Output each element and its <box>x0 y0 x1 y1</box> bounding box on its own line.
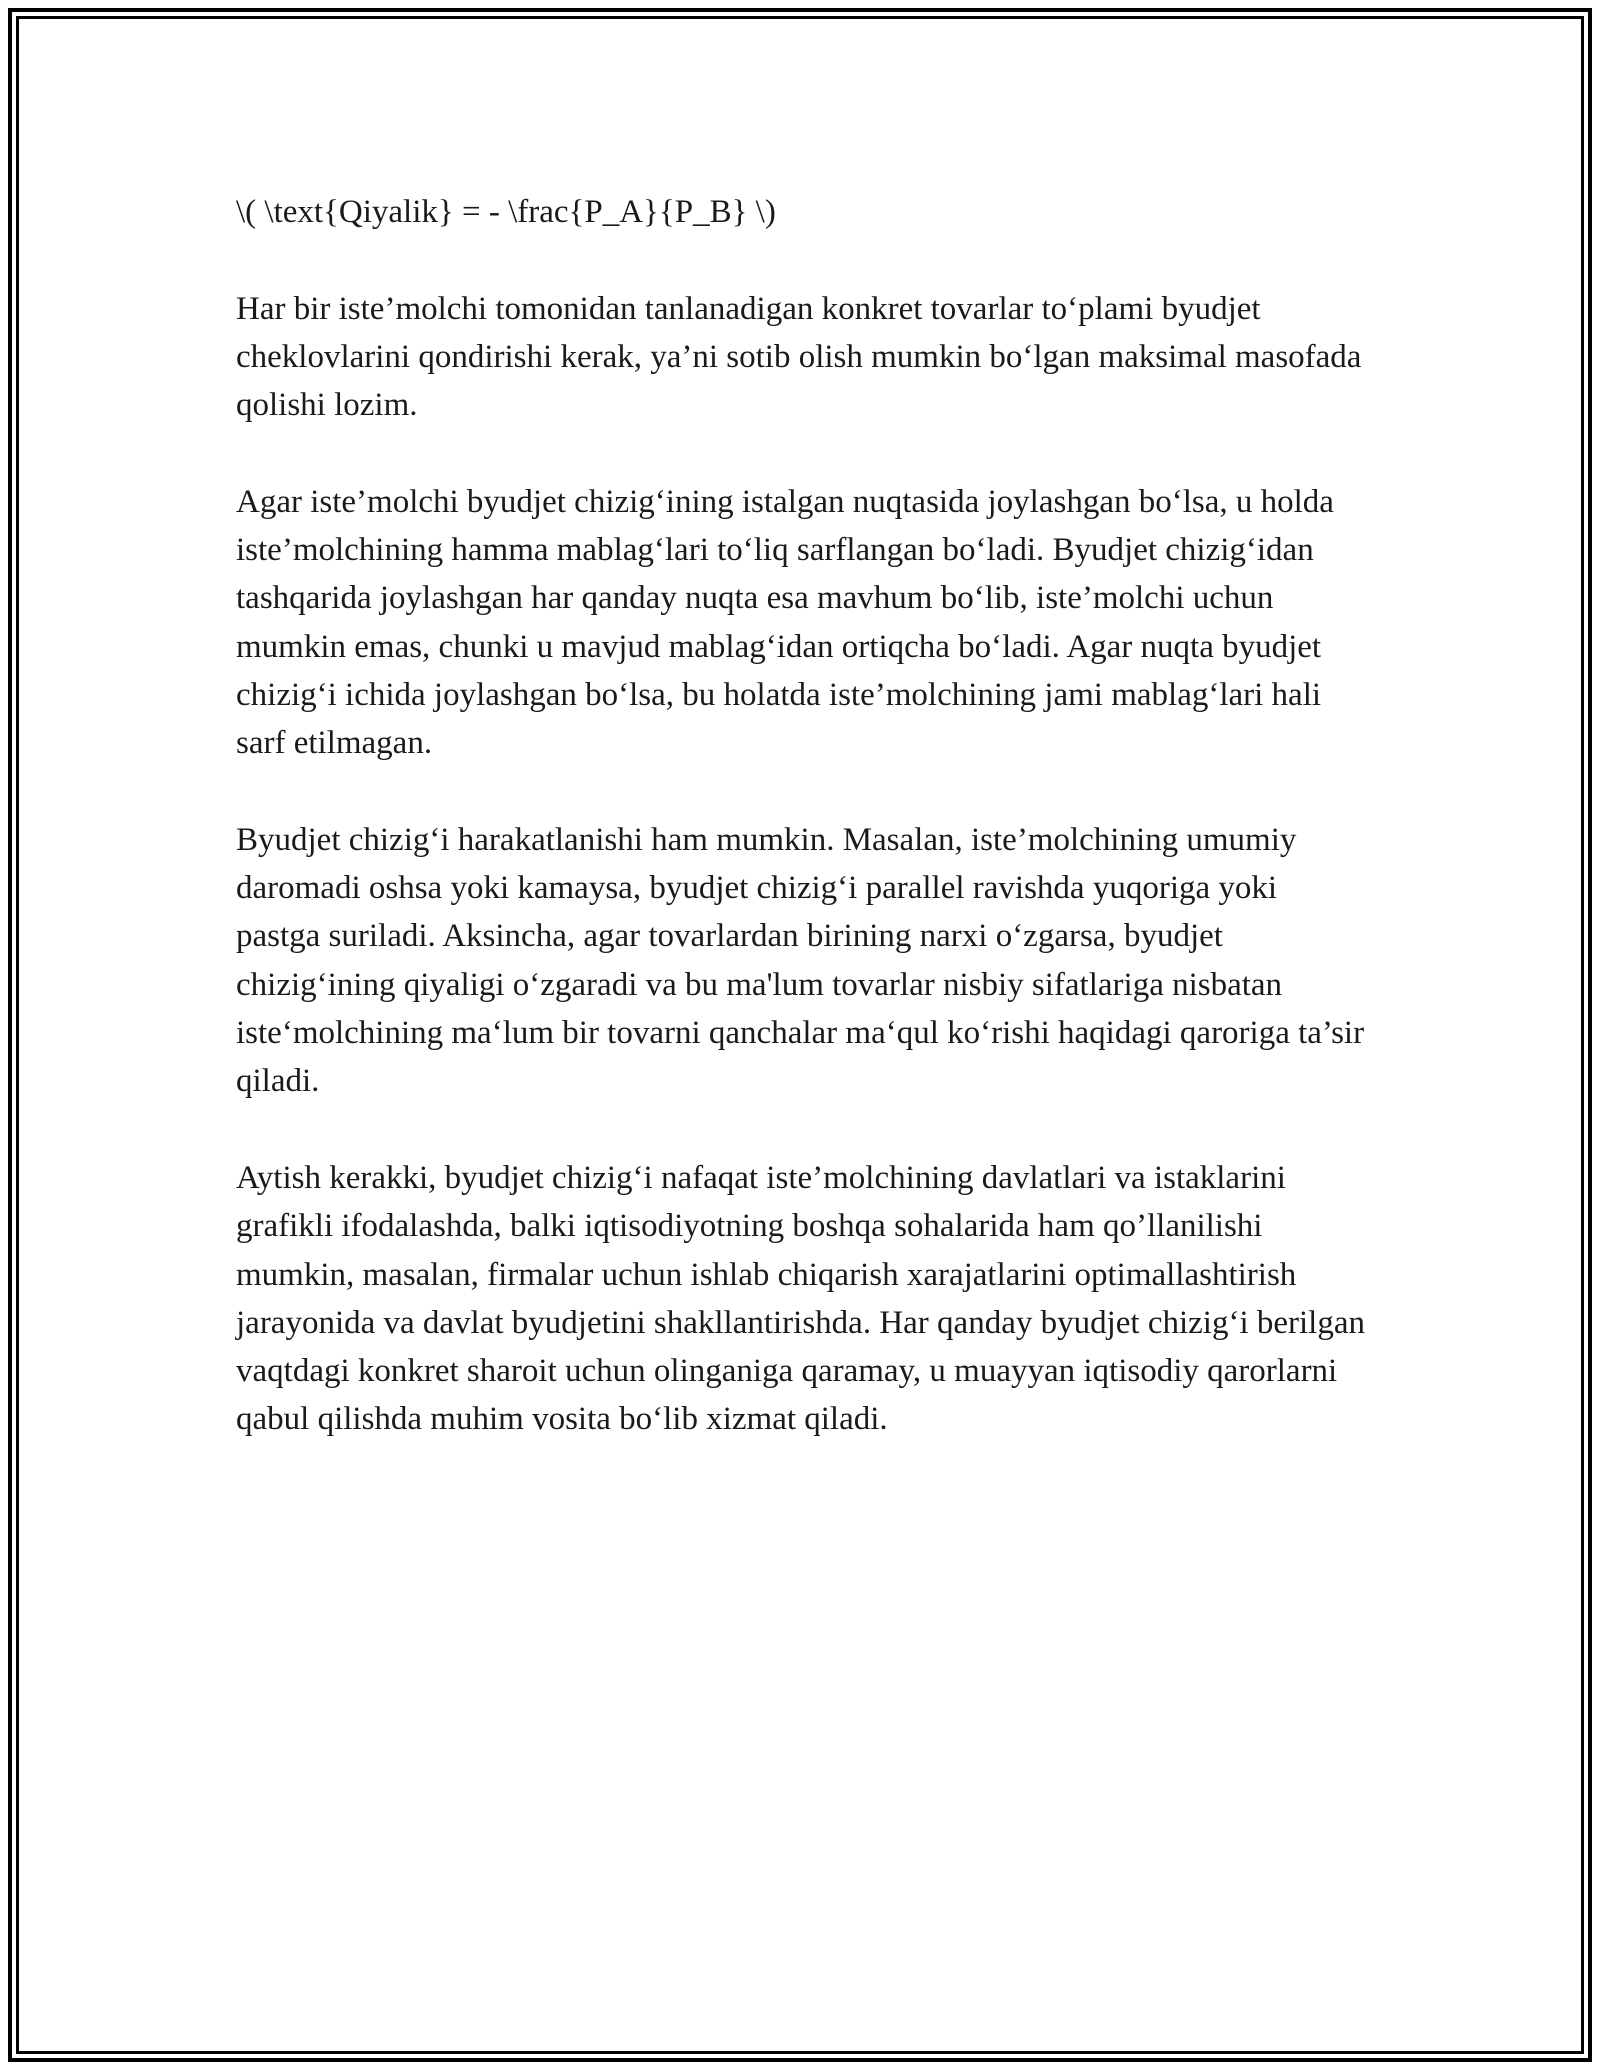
paragraph-budget-constraint: Har bir iste’molchi tomonidan tanlanadigan konkret tovarlar to‘plami byudjet cheklovlarini qondirishi kerak, ya’ni sotib olish mumkin bo‘lgan maksimal masofada qolishi lozim. <box>236 290 1362 424</box>
paragraph-budget-line-shifts: Byudjet chizig‘i harakatlanishi ham mumkin. Masalan, iste’molchining umumiy daromadi oshsa yoki kamaysa, byudjet chizig‘i parallel ravishda yuqoriga yoki pastga suriladi. Aksincha, agar tovarlardan birining narxi o‘zgarsa, byudjet chizig‘ining qiyaligi o‘zgaradi va bu ma'lum tovarlar nisbiy sifatlariga nisbatan iste‘molchining ma‘lum bir tovarni qanchalar ma‘qul ko‘rishi haqidagi qaroriga ta’sir qiladi. <box>236 821 1365 1100</box>
slope-formula: \( \text{Qiyalik} = - \frac{P_A}{P_B} \) <box>236 194 776 230</box>
paragraph-budget-line-points: Agar iste’molchi byudjet chizig‘ining istalgan nuqtasida joylashgan bo‘lsa, u holda iste’molchining hamma mablag‘lari to‘liq sarflangan bo‘ladi. Byudjet chizig‘idan tashqarida joylashgan har qanday nuqta esa mavhum bo‘lib, iste’molchi uchun mumkin emas, chunki u mavjud mablag‘idan ortiqcha bo‘ladi. Agar nuqta byudjet chizig‘i ichida joylashgan bo‘lsa, bu holatda iste’molchining jami mablag‘lari hali sarf etilmagan. <box>236 483 1334 762</box>
paragraph-budget-line-applications: Aytish kerakki, byudjet chizig‘i nafaqat iste’molchining davlatlari va istaklarini grafikli ifodalashda, balki iqtisodiyotning boshqa sohalarida ham qo’llanilishi mumkin, masalan, firmalar uchun ishlab chiqarish xarajatlarini optimallashtirish jarayonida va davlat byudjetini shakllantirishda. Har qanday byudjet chizig‘i berilgan vaqtdagi konkret sharoit uchun olinganiga qaramay, u muayyan iqtisodiy qarorlarni qabul qilishda muhim vosita bo‘lib xizmat qiladi. <box>236 1159 1365 1438</box>
document-body <box>236 188 1366 1492</box>
